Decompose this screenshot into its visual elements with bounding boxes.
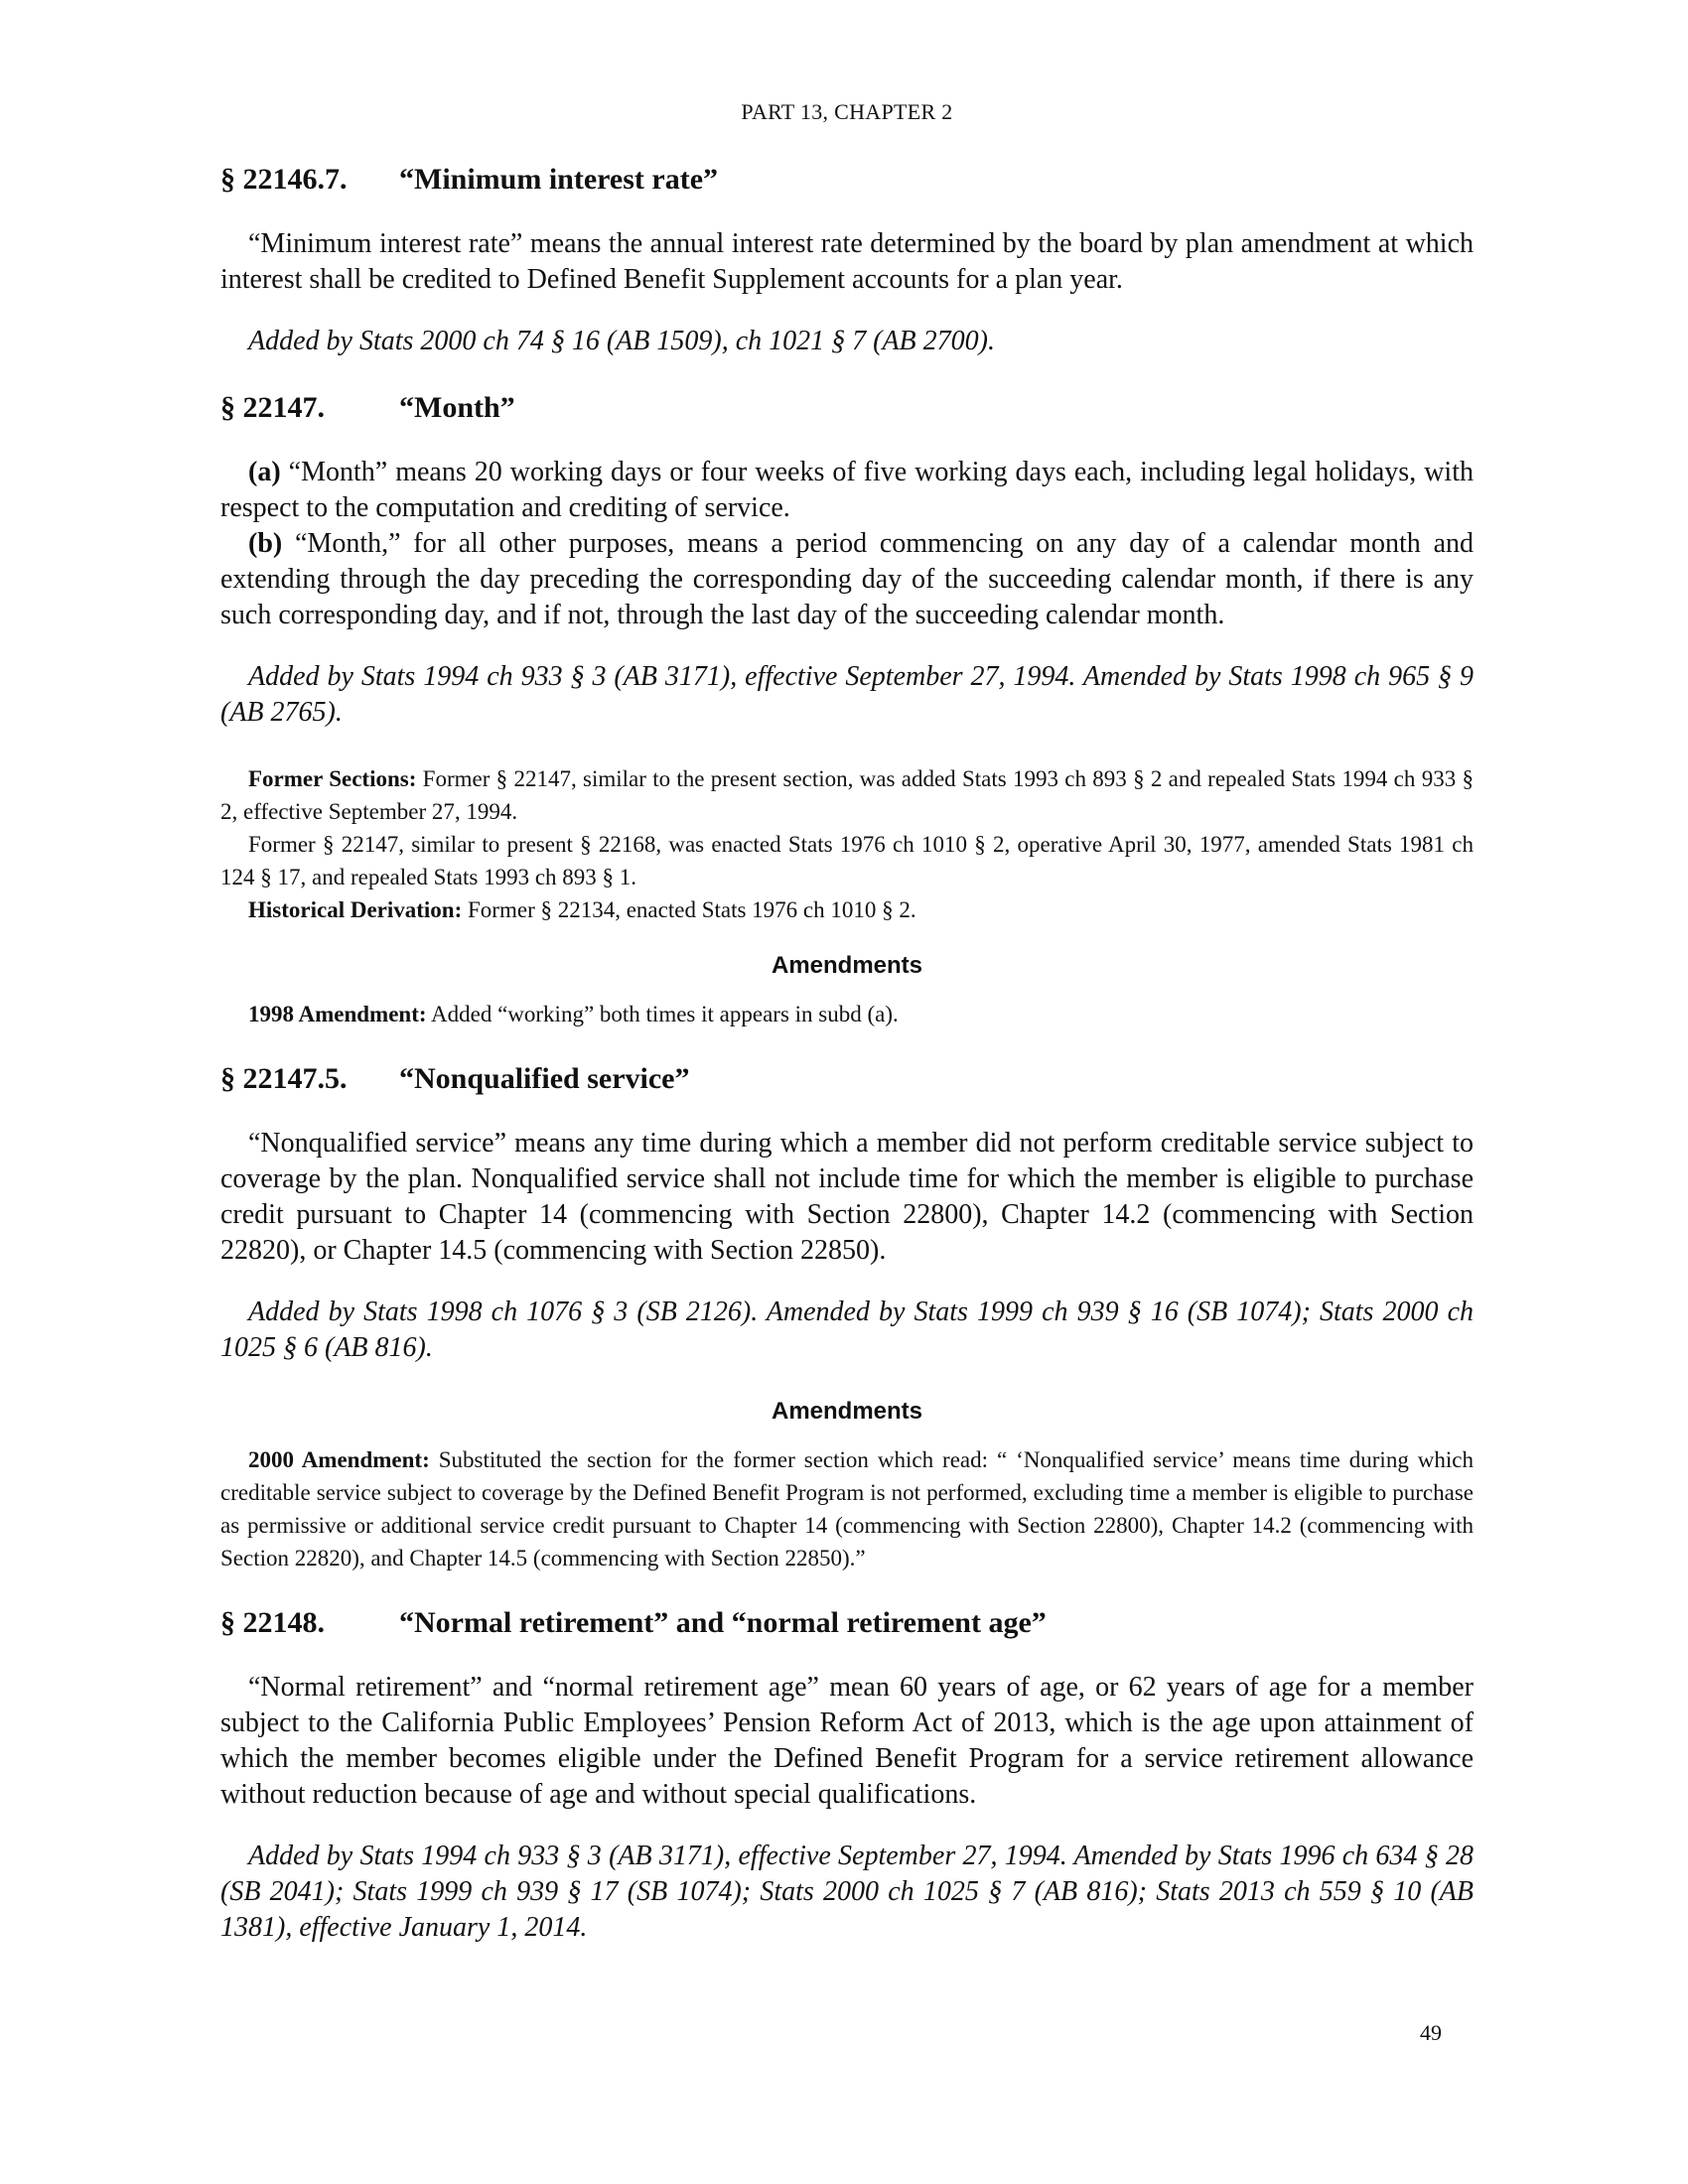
section-text: “Normal retirement” and “normal retirement age” mean 60 years of age, or 62 years of age for a member subject to the California Public Employees’ Pension Reform Act of 2013, which is the age upon attainment of which the member becomes eligible under the Defined Benefit Program for a service retirement allowance without reduction because of age and without special qualifications. [220, 1672, 1474, 1810]
section-number: § 22147. [220, 391, 325, 424]
section-title: “Nonqualified service” [399, 1062, 690, 1095]
subdivision-b [220, 526, 1474, 633]
subdivision-label: (a) [248, 457, 281, 487]
section-title: “Minimum interest rate” [399, 163, 719, 196]
note-text: Former § 22147, similar to the present section, was added Stats 1993 ch 893 § 2 and repealed Stats 1994 ch 933 § 2, effective September 27, 1994. [220, 766, 1474, 824]
legislative-history: Added by Stats 1994 ch 933 § 3 (AB 3171), effective September 27, 1994. Amended by Stats 1996 ch 634 § 28 (SB 2041); Stats 1999 ch 939 § 17 (SB 1074); Stats 2000 ch 1025 § 7 (AB 816); Stats 2013 ch 559 § 10 (AB 1381), effective January 1, 2014. [220, 1841, 1474, 1943]
former-sections-note: Former § 22147, similar to present § 22168, was enacted Stats 1976 ch 1010 § 2, operative April 30, 1977, amended Stats 1981 ch 124 § 17, and repealed Stats 1993 ch 893 § 1. [220, 832, 1474, 889]
note-label: Historical Derivation: [248, 897, 463, 922]
note-label: 2000 Amendment: [248, 1447, 430, 1472]
section-text: “Minimum interest rate” means the annual interest rate determined by the board by plan amendment at which interest shall be credited to Defined Benefit Supplement accounts for a plan year. [220, 228, 1474, 295]
note-text: Former § 22134, enacted Stats 1976 ch 1010 § 2. [462, 897, 916, 922]
former-sections-note [220, 762, 1474, 828]
legislative-history: Added by Stats 2000 ch 74 § 16 (AB 1509), ch 1021 § 7 (AB 2700). [248, 326, 995, 356]
subdivision-text: “Month,” for all other purposes, means a period commencing on any day of a calendar month and extending through the day preceding the corresponding day of the succeeding calendar month, if there is any such corresponding day, and if not, through the last day of the succeeding calendar month. [220, 528, 1474, 630]
note-label: 1998 Amendment: [248, 1002, 427, 1026]
section-text: “Nonqualified service” means any time during which a member did not perform creditable service subject to coverage by the plan. Nonqualified service shall not include time for which the member is eligible to purchase credit pursuant to Chapter 14 (commencing with Section 22800), Chapter 14.2 (commencing with Section 22820), or Chapter 14.5 (commencing with Section 22850). [220, 1128, 1474, 1266]
section-heading [220, 391, 1474, 425]
note-text: Substituted the section for the former section which read: “ ‘Nonqualified service’ means time during which creditable service subject to coverage by the Defined Benefit Program is not performed, excluding time a member is eligible to purchase as permissive or additional service credit pursuant to Chapter 14 (commencing with Section 22800), Chapter 14.2 (commencing with Section 22820), and Chapter 14.5 (commencing with Section 22850).” [220, 1447, 1474, 1570]
legislative-history: Added by Stats 1998 ch 1076 § 3 (SB 2126). Amended by Stats 1999 ch 939 § 16 (SB 1074); Stats 2000 ch 1025 § 6 (AB 816). [220, 1297, 1474, 1363]
note-text: Added “working” both times it appears in subd (a). [426, 1002, 899, 1026]
section-heading [220, 1062, 1474, 1096]
amendment-note [220, 998, 1474, 1030]
section-number: § 22148. [220, 1606, 325, 1639]
amendments-heading: Amendments [771, 952, 923, 979]
legislative-history: Added by Stats 1994 ch 933 § 3 (AB 3171), effective September 27, 1994. Amended by Stats 1998 ch 965 § 9 (AB 2765). [220, 661, 1474, 728]
historical-derivation-note [220, 893, 1474, 926]
section-heading [220, 163, 1474, 197]
section-title: “Normal retirement” and “normal retirement age” [399, 1606, 1047, 1639]
section-number: § 22146.7. [220, 163, 348, 196]
section-number: § 22147.5. [220, 1062, 348, 1095]
subdivision-label: (b) [248, 528, 283, 559]
note-label: Former Sections: [248, 766, 417, 791]
amendments-heading: Amendments [771, 1398, 923, 1425]
page-number: 49 [1420, 2020, 1442, 2045]
document-page [220, 99, 1474, 1978]
subdivision-a [220, 455, 1474, 526]
subdivision-text: “Month” means 20 working days or four weeks of five working days each, including legal holidays, with respect to the computation and crediting of service. [220, 457, 1474, 523]
section-heading [220, 1606, 1474, 1640]
running-head: PART 13, CHAPTER 2 [741, 99, 953, 124]
section-title: “Month” [399, 391, 515, 424]
amendment-note [220, 1443, 1474, 1574]
